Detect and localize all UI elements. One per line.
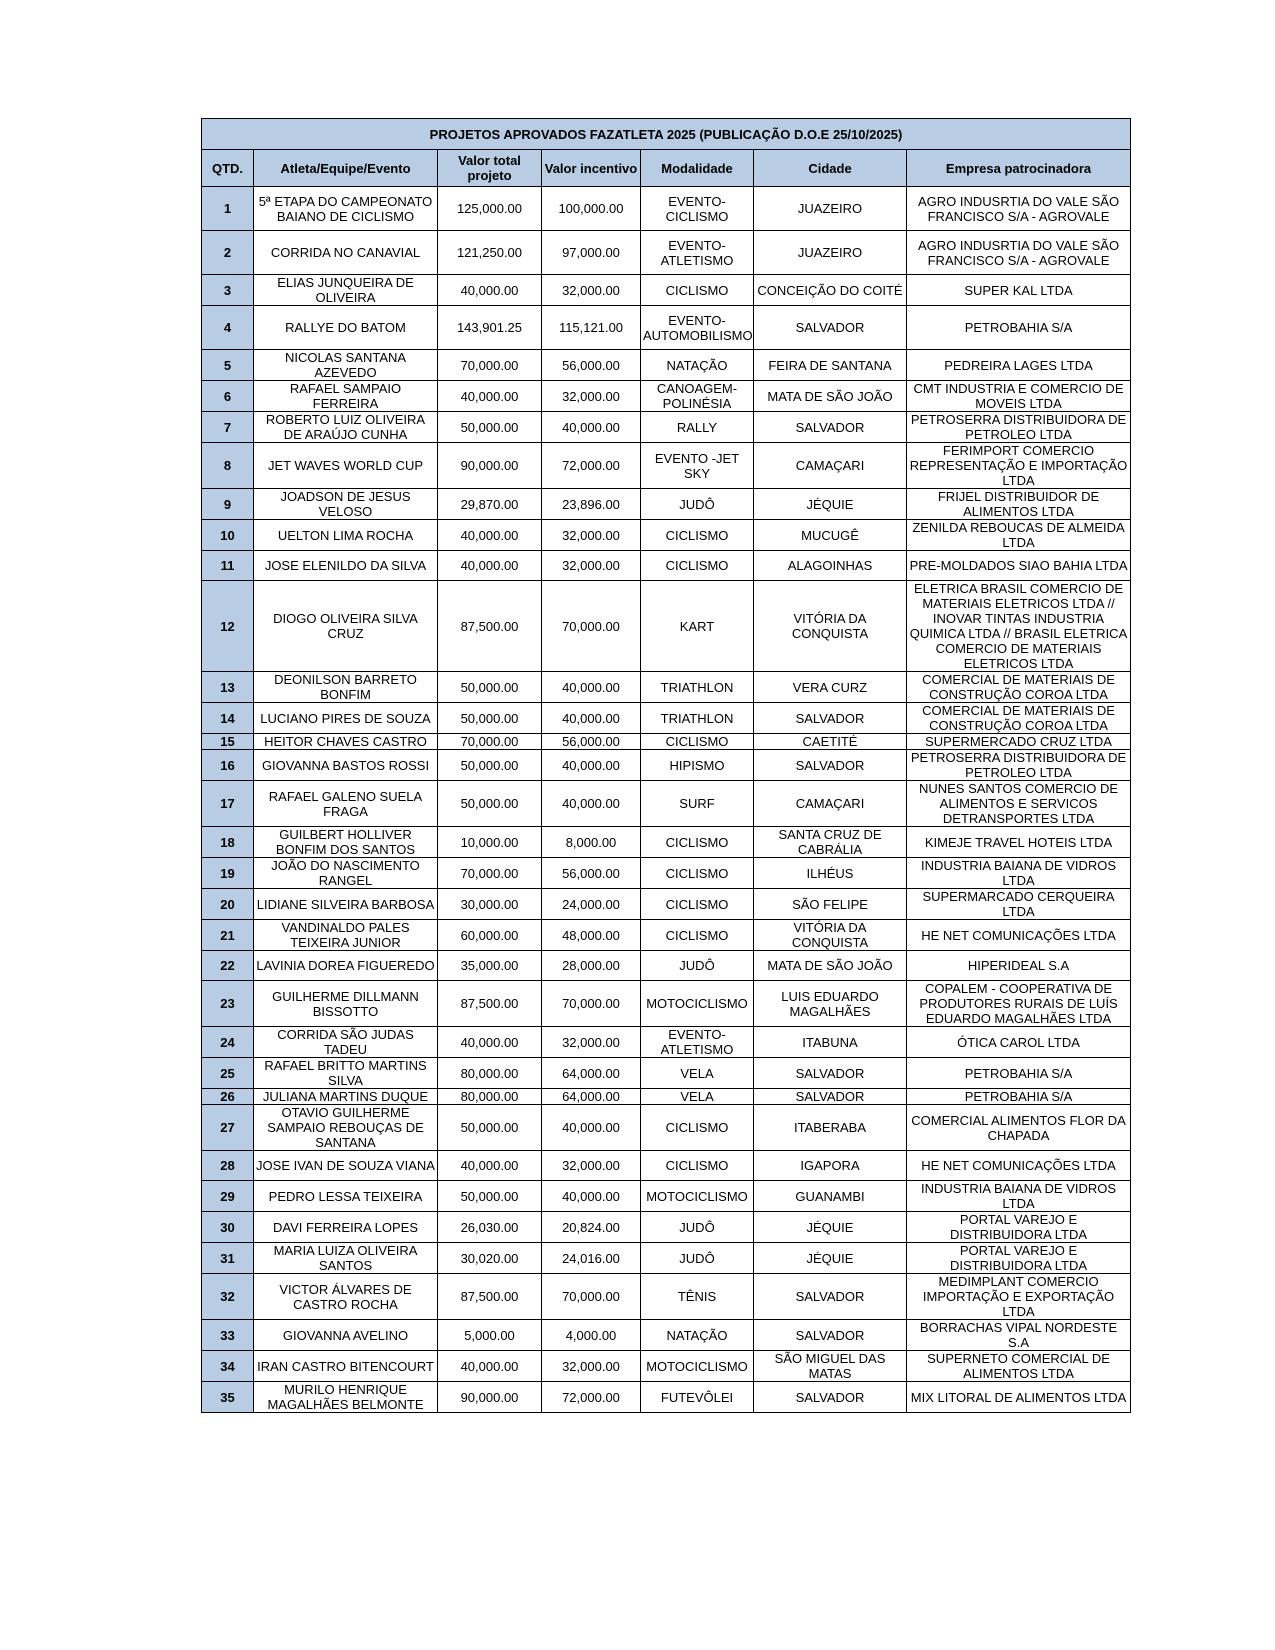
row-incentive-value: 100,000.00 [542,187,641,231]
row-modality: EVENTO-ATLETISMO [641,231,754,275]
row-qtd: 32 [202,1274,254,1320]
row-modality: CICLISMO [641,827,754,858]
row-city: SÃO FELIPE [754,889,907,920]
row-sponsor: CMT INDUSTRIA E COMERCIO DE MOVEIS LTDA [907,381,1131,412]
row-modality: CICLISMO [641,920,754,951]
row-incentive-value: 32,000.00 [542,551,641,581]
table-row [202,1212,1131,1243]
row-incentive-value: 40,000.00 [542,750,641,781]
table-row [202,187,1131,231]
row-city: ALAGOINHAS [754,551,907,581]
row-sponsor: COMERCIAL DE MATERIAIS DE CONSTRUÇÃO COROA LTDA [907,672,1131,703]
row-incentive-value: 32,000.00 [542,1027,641,1058]
row-qtd: 11 [202,551,254,581]
row-city: ITABUNA [754,1027,907,1058]
row-athlete: ROBERTO LUIZ OLIVEIRA DE ARAÚJO CUNHA [254,412,438,443]
table-row [202,231,1131,275]
row-total-value: 40,000.00 [438,520,542,551]
row-qtd: 28 [202,1151,254,1181]
approved-projects-table [201,118,1131,1413]
row-sponsor: COPALEM - COOPERATIVA DE PRODUTORES RURAIS DE LUÍS EDUARDO MAGALHÃES LTDA [907,981,1131,1027]
row-total-value: 50,000.00 [438,750,542,781]
row-incentive-value: 32,000.00 [542,1351,641,1382]
table-row [202,703,1131,734]
row-modality: MOTOCICLISMO [641,1351,754,1382]
row-total-value: 40,000.00 [438,1027,542,1058]
row-athlete: JET WAVES WORLD CUP [254,443,438,489]
city-header: Cidade [754,150,907,187]
row-modality: TRIATHLON [641,703,754,734]
row-total-value: 50,000.00 [438,1181,542,1212]
row-modality: CICLISMO [641,858,754,889]
row-qtd: 33 [202,1320,254,1351]
row-athlete: MURILO HENRIQUE MAGALHÃES BELMONTE [254,1382,438,1413]
sponsor-header: Empresa patrocinadora [907,150,1131,187]
row-total-value: 26,030.00 [438,1212,542,1243]
row-total-value: 80,000.00 [438,1058,542,1089]
row-incentive-value: 40,000.00 [542,781,641,827]
row-sponsor: SUPER KAL LTDA [907,275,1131,306]
row-athlete: DAVI FERREIRA LOPES [254,1212,438,1243]
row-modality: EVENTO -JET SKY [641,443,754,489]
row-incentive-value: 70,000.00 [542,1274,641,1320]
table-row [202,750,1131,781]
qtd-header: QTD. [202,150,254,187]
row-modality: EVENTO-ATLETISMO [641,1027,754,1058]
row-qtd: 2 [202,231,254,275]
row-modality: TÊNIS [641,1274,754,1320]
row-incentive-value: 97,000.00 [542,231,641,275]
row-qtd: 14 [202,703,254,734]
row-sponsor: HE NET COMUNICAÇÕES LTDA [907,920,1131,951]
row-athlete: RAFAEL SAMPAIO FERREIRA [254,381,438,412]
table-row [202,1243,1131,1274]
row-incentive-value: 40,000.00 [542,412,641,443]
row-athlete: IRAN CASTRO BITENCOURT [254,1351,438,1382]
row-total-value: 90,000.00 [438,1382,542,1413]
row-incentive-value: 70,000.00 [542,581,641,672]
row-sponsor: PEDREIRA LAGES LTDA [907,350,1131,381]
row-modality: MOTOCICLISMO [641,1181,754,1212]
table-row [202,920,1131,951]
row-qtd: 31 [202,1243,254,1274]
table-row [202,551,1131,581]
row-qtd: 1 [202,187,254,231]
row-modality: CICLISMO [641,889,754,920]
row-sponsor: AGRO INDUSRTIA DO VALE SÃO FRANCISCO S/A - AGROVALE [907,187,1131,231]
row-city: SALVADOR [754,412,907,443]
table-row [202,827,1131,858]
row-athlete: HEITOR CHAVES CASTRO [254,734,438,750]
row-qtd: 10 [202,520,254,551]
row-total-value: 50,000.00 [438,412,542,443]
row-qtd: 25 [202,1058,254,1089]
row-athlete: JOSE IVAN DE SOUZA VIANA [254,1151,438,1181]
row-city: CAMAÇARI [754,781,907,827]
table-body [202,187,1131,1413]
row-incentive-value: 24,016.00 [542,1243,641,1274]
row-incentive-value: 32,000.00 [542,381,641,412]
row-sponsor: SUPERMARCADO CERQUEIRA LTDA [907,889,1131,920]
row-incentive-value: 56,000.00 [542,350,641,381]
table-row [202,1105,1131,1151]
row-qtd: 18 [202,827,254,858]
row-city: SANTA CRUZ DE CABRÁLIA [754,827,907,858]
row-qtd: 15 [202,734,254,750]
row-incentive-value: 23,896.00 [542,489,641,520]
row-incentive-value: 40,000.00 [542,672,641,703]
row-incentive-value: 40,000.00 [542,703,641,734]
row-total-value: 60,000.00 [438,920,542,951]
row-total-value: 87,500.00 [438,1274,542,1320]
row-city: SALVADOR [754,1320,907,1351]
row-athlete: NICOLAS SANTANA AZEVEDO [254,350,438,381]
row-athlete: RAFAEL BRITTO MARTINS SILVA [254,1058,438,1089]
row-modality: TRIATHLON [641,672,754,703]
table-row [202,889,1131,920]
row-athlete: VICTOR ÁLVARES DE CASTRO ROCHA [254,1274,438,1320]
athlete-header: Atleta/Equipe/Evento [254,150,438,187]
row-total-value: 40,000.00 [438,1351,542,1382]
row-athlete: PEDRO LESSA TEIXEIRA [254,1181,438,1212]
row-modality: EVENTO-AUTOMOBILISMO [641,306,754,350]
row-incentive-value: 64,000.00 [542,1058,641,1089]
row-city: JÉQUIE [754,1212,907,1243]
row-sponsor: PETROBAHIA S/A [907,1058,1131,1089]
table-row [202,734,1131,750]
row-incentive-value: 20,824.00 [542,1212,641,1243]
row-city: GUANAMBI [754,1181,907,1212]
row-incentive-value: 72,000.00 [542,1382,641,1413]
row-modality: FUTEVÔLEI [641,1382,754,1413]
row-total-value: 125,000.00 [438,187,542,231]
row-incentive-value: 40,000.00 [542,1181,641,1212]
row-modality: SURF [641,781,754,827]
row-sponsor: NUNES SANTOS COMERCIO DE ALIMENTOS E SERVICOS DETRANSPORTES LTDA [907,781,1131,827]
row-total-value: 143,901.25 [438,306,542,350]
row-qtd: 20 [202,889,254,920]
row-athlete: CORRIDA NO CANAVIAL [254,231,438,275]
row-sponsor: MEDIMPLANT COMERCIO IMPORTAÇÃO E EXPORTAÇÃO LTDA [907,1274,1131,1320]
row-modality: EVENTO-CICLISMO [641,187,754,231]
row-total-value: 50,000.00 [438,1105,542,1151]
row-modality: JUDÔ [641,951,754,981]
row-qtd: 16 [202,750,254,781]
table-row [202,981,1131,1027]
row-qtd: 24 [202,1027,254,1058]
row-athlete: GIOVANNA BASTOS ROSSI [254,750,438,781]
row-city: CONCEIÇÃO DO COITÉ [754,275,907,306]
row-modality: CANOAGEM-POLINÉSIA [641,381,754,412]
row-incentive-value: 28,000.00 [542,951,641,981]
row-sponsor: HE NET COMUNICAÇÕES LTDA [907,1151,1131,1181]
row-qtd: 26 [202,1089,254,1105]
row-sponsor: MIX LITORAL DE ALIMENTOS LTDA [907,1382,1131,1413]
row-total-value: 30,000.00 [438,889,542,920]
row-qtd: 17 [202,781,254,827]
row-city: MUCUGÊ [754,520,907,551]
row-qtd: 5 [202,350,254,381]
row-qtd: 34 [202,1351,254,1382]
row-sponsor: ZENILDA REBOUCAS DE ALMEIDA LTDA [907,520,1131,551]
row-city: VITÓRIA DA CONQUISTA [754,920,907,951]
row-city: SALVADOR [754,1382,907,1413]
row-qtd: 22 [202,951,254,981]
row-total-value: 50,000.00 [438,672,542,703]
row-total-value: 90,000.00 [438,443,542,489]
table-row [202,412,1131,443]
row-city: SÃO MIGUEL DAS MATAS [754,1351,907,1382]
row-modality: CICLISMO [641,1105,754,1151]
row-total-value: 30,020.00 [438,1243,542,1274]
row-incentive-value: 32,000.00 [542,520,641,551]
table-row [202,951,1131,981]
row-city: SALVADOR [754,306,907,350]
row-modality: CICLISMO [641,734,754,750]
table-row [202,520,1131,551]
row-city: VERA CURZ [754,672,907,703]
row-incentive-value: 64,000.00 [542,1089,641,1105]
row-qtd: 13 [202,672,254,703]
row-qtd: 4 [202,306,254,350]
row-qtd: 12 [202,581,254,672]
row-total-value: 121,250.00 [438,231,542,275]
row-sponsor: FRIJEL DISTRIBUIDOR DE ALIMENTOS LTDA [907,489,1131,520]
header-row [202,150,1131,187]
row-sponsor: AGRO INDUSRTIA DO VALE SÃO FRANCISCO S/A - AGROVALE [907,231,1131,275]
row-total-value: 70,000.00 [438,734,542,750]
row-athlete: RALLYE DO BATOM [254,306,438,350]
row-athlete: LUCIANO PIRES DE SOUZA [254,703,438,734]
row-modality: HIPISMO [641,750,754,781]
row-sponsor: PETROSERRA DISTRIBUIDORA DE PETROLEO LTDA [907,750,1131,781]
row-qtd: 9 [202,489,254,520]
row-qtd: 30 [202,1212,254,1243]
row-incentive-value: 70,000.00 [542,981,641,1027]
row-sponsor: PORTAL VAREJO E DISTRIBUIDORA LTDA [907,1243,1131,1274]
row-athlete: OTAVIO GUILHERME SAMPAIO REBOUÇAS DE SANTANA [254,1105,438,1151]
row-city: JÉQUIE [754,489,907,520]
row-total-value: 80,000.00 [438,1089,542,1105]
row-total-value: 70,000.00 [438,858,542,889]
row-sponsor: PETROSERRA DISTRIBUIDORA DE PETROLEO LTDA [907,412,1131,443]
row-modality: KART [641,581,754,672]
row-athlete: JOADSON DE JESUS VELOSO [254,489,438,520]
table-title: PROJETOS APROVADOS FAZATLETA 2025 (PUBLICAÇÃO D.O.E 25/10/2025) [202,119,1131,150]
table-row [202,489,1131,520]
row-athlete: VANDINALDO PALES TEIXEIRA JUNIOR [254,920,438,951]
incentive-value-header: Valor incentivo [542,150,641,187]
row-athlete: ELIAS JUNQUEIRA DE OLIVEIRA [254,275,438,306]
table-row [202,1151,1131,1181]
row-sponsor: PORTAL VAREJO E DISTRIBUIDORA LTDA [907,1212,1131,1243]
row-modality: JUDÔ [641,1212,754,1243]
row-modality: CICLISMO [641,275,754,306]
row-total-value: 10,000.00 [438,827,542,858]
row-athlete: CORRIDA SÃO JUDAS TADEU [254,1027,438,1058]
row-city: LUIS EDUARDO MAGALHÃES [754,981,907,1027]
row-athlete: JULIANA MARTINS DUQUE [254,1089,438,1105]
row-athlete: JOSE ELENILDO DA SILVA [254,551,438,581]
row-total-value: 50,000.00 [438,781,542,827]
table-row [202,275,1131,306]
row-qtd: 23 [202,981,254,1027]
row-city: SALVADOR [754,1274,907,1320]
table-row [202,443,1131,489]
row-total-value: 87,500.00 [438,581,542,672]
table-row [202,350,1131,381]
row-qtd: 3 [202,275,254,306]
row-incentive-value: 32,000.00 [542,1151,641,1181]
table-row [202,1027,1131,1058]
table-row [202,858,1131,889]
row-modality: NATAÇÃO [641,350,754,381]
modality-header: Modalidade [641,150,754,187]
row-modality: VELA [641,1058,754,1089]
row-sponsor: PRE-MOLDADOS SIAO BAHIA LTDA [907,551,1131,581]
row-sponsor: ELETRICA BRASIL COMERCIO DE MATERIAIS ELETRICOS LTDA // INOVAR TINTAS INDUSTRIA QUIMICA LTDA // BRASIL ELETRICA COMERCIO DE MATERIAIS ELETRICOS LTDA [907,581,1131,672]
row-incentive-value: 56,000.00 [542,734,641,750]
row-sponsor: INDUSTRIA BAIANA DE VIDROS LTDA [907,1181,1131,1212]
row-sponsor: SUPERMERCADO CRUZ LTDA [907,734,1131,750]
row-modality: MOTOCICLISMO [641,981,754,1027]
row-city: ILHÉUS [754,858,907,889]
row-athlete: GIOVANNA AVELINO [254,1320,438,1351]
row-sponsor: COMERCIAL DE MATERIAIS DE CONSTRUÇÃO COROA LTDA [907,703,1131,734]
row-athlete: LAVINIA DOREA FIGUEREDO [254,951,438,981]
row-total-value: 40,000.00 [438,1151,542,1181]
row-modality: NATAÇÃO [641,1320,754,1351]
row-qtd: 27 [202,1105,254,1151]
row-modality: JUDÔ [641,1243,754,1274]
row-sponsor: BORRACHAS VIPAL NORDESTE S.A [907,1320,1131,1351]
row-total-value: 5,000.00 [438,1320,542,1351]
row-city: JUAZEIRO [754,231,907,275]
row-modality: VELA [641,1089,754,1105]
row-incentive-value: 24,000.00 [542,889,641,920]
row-sponsor: COMERCIAL ALIMENTOS FLOR DA CHAPADA [907,1105,1131,1151]
row-athlete: LIDIANE SILVEIRA BARBOSA [254,889,438,920]
row-city: SALVADOR [754,1089,907,1105]
row-incentive-value: 72,000.00 [542,443,641,489]
table-row [202,1382,1131,1413]
row-city: FEIRA DE SANTANA [754,350,907,381]
table-row [202,306,1131,350]
row-modality: CICLISMO [641,520,754,551]
table-row [202,1181,1131,1212]
row-total-value: 50,000.00 [438,703,542,734]
row-modality: RALLY [641,412,754,443]
row-total-value: 29,870.00 [438,489,542,520]
row-athlete: JOÃO DO NASCIMENTO RANGEL [254,858,438,889]
table-row [202,581,1131,672]
row-city: JÉQUIE [754,1243,907,1274]
row-modality: CICLISMO [641,551,754,581]
table-row [202,1351,1131,1382]
row-city: SALVADOR [754,1058,907,1089]
table-row [202,1089,1131,1105]
row-incentive-value: 32,000.00 [542,275,641,306]
row-athlete: DIOGO OLIVEIRA SILVA CRUZ [254,581,438,672]
table-row [202,781,1131,827]
row-incentive-value: 48,000.00 [542,920,641,951]
row-athlete: MARIA LUIZA OLIVEIRA SANTOS [254,1243,438,1274]
row-incentive-value: 40,000.00 [542,1105,641,1151]
row-incentive-value: 56,000.00 [542,858,641,889]
row-qtd: 35 [202,1382,254,1413]
row-sponsor: INDUSTRIA BAIANA DE VIDROS LTDA [907,858,1131,889]
row-city: MATA DE SÃO JOÃO [754,381,907,412]
row-total-value: 40,000.00 [438,275,542,306]
row-athlete: RAFAEL GALENO SUELA FRAGA [254,781,438,827]
table-row [202,1058,1131,1089]
row-sponsor: HIPERIDEAL S.A [907,951,1131,981]
row-city: IGAPORA [754,1151,907,1181]
row-city: VITÓRIA DA CONQUISTA [754,581,907,672]
row-modality: CICLISMO [641,1151,754,1181]
row-qtd: 8 [202,443,254,489]
row-qtd: 21 [202,920,254,951]
row-qtd: 6 [202,381,254,412]
row-incentive-value: 4,000.00 [542,1320,641,1351]
row-athlete: DEONILSON BARRETO BONFIM [254,672,438,703]
row-total-value: 70,000.00 [438,350,542,381]
row-total-value: 35,000.00 [438,951,542,981]
row-qtd: 7 [202,412,254,443]
row-qtd: 19 [202,858,254,889]
row-city: SALVADOR [754,750,907,781]
row-modality: JUDÔ [641,489,754,520]
row-city: CAETITÉ [754,734,907,750]
row-incentive-value: 8,000.00 [542,827,641,858]
row-incentive-value: 115,121.00 [542,306,641,350]
row-sponsor: ÓTICA CAROL LTDA [907,1027,1131,1058]
row-city: JUAZEIRO [754,187,907,231]
row-athlete: GUILBERT HOLLIVER BONFIM DOS SANTOS [254,827,438,858]
table-row [202,381,1131,412]
row-city: SALVADOR [754,703,907,734]
row-total-value: 87,500.00 [438,981,542,1027]
row-sponsor: KIMEJE TRAVEL HOTEIS LTDA [907,827,1131,858]
row-sponsor: PETROBAHIA S/A [907,306,1131,350]
row-city: MATA DE SÃO JOÃO [754,951,907,981]
table-row [202,672,1131,703]
row-city: CAMAÇARI [754,443,907,489]
table-row [202,1274,1131,1320]
row-qtd: 29 [202,1181,254,1212]
row-athlete: UELTON LIMA ROCHA [254,520,438,551]
row-sponsor: SUPERNETO COMERCIAL DE ALIMENTOS LTDA [907,1351,1131,1382]
table-row [202,1320,1131,1351]
total-value-header: Valor total projeto [438,150,542,187]
row-total-value: 40,000.00 [438,381,542,412]
row-athlete: GUILHERME DILLMANN BISSOTTO [254,981,438,1027]
row-total-value: 40,000.00 [438,551,542,581]
row-athlete: 5ª ETAPA DO CAMPEONATO BAIANO DE CICLISMO [254,187,438,231]
row-sponsor: PETROBAHIA S/A [907,1089,1131,1105]
row-city: ITABERABA [754,1105,907,1151]
row-sponsor: FERIMPORT COMERCIO REPRESENTAÇÃO E IMPORTAÇÃO LTDA [907,443,1131,489]
